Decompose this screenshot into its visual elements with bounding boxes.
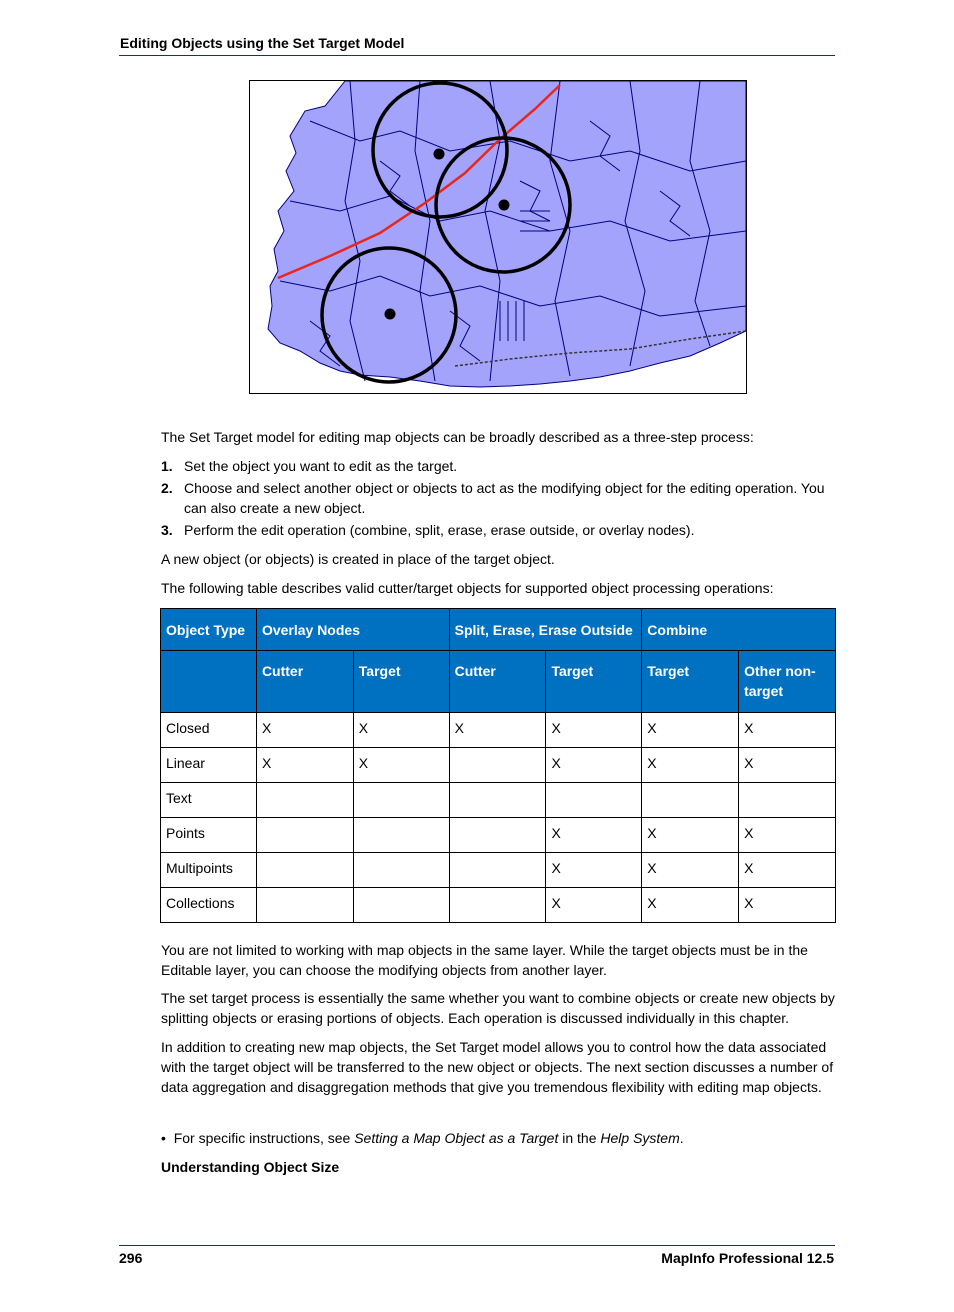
support-cell: [353, 783, 449, 818]
paragraph-data-transfer: In addition to creating new map objects, the Set Target model allows you to control how the data associated with the target object will be transferred to the new object or objects. The next section discusses a number of data aggregation and disaggregation methods that give you tremendous flexibility with editing map objects.: [161, 1039, 834, 1095]
bullet-suffix: .: [679, 1130, 684, 1146]
running-header-title: Editing Objects using the Set Target Model: [120, 35, 405, 51]
support-cell: X: [353, 713, 449, 748]
map-illustration: [250, 81, 746, 393]
object-type-cell: Linear: [161, 748, 257, 783]
support-cell: [256, 783, 353, 818]
support-cell: [256, 888, 353, 923]
product-name: MapInfo Professional 12.5: [661, 1250, 834, 1266]
support-cell: [642, 783, 739, 818]
support-cell: X: [256, 748, 353, 783]
support-cell: [449, 888, 546, 923]
object-type-cell: Points: [161, 818, 257, 853]
support-cell: [449, 818, 546, 853]
bullet-marker: •: [161, 1130, 166, 1146]
support-cell: [256, 853, 353, 888]
object-type-cell: Closed: [161, 713, 257, 748]
result-paragraph: A new object (or objects) is created in place of the target object.: [161, 551, 555, 567]
map-figure: [249, 80, 747, 394]
table-row: [161, 818, 836, 853]
table-intro-paragraph: The following table describes valid cutter/target objects for supported object processing operations:: [161, 580, 774, 596]
table-row: [161, 888, 836, 923]
bullet-middle: in the: [558, 1130, 601, 1146]
header-blank: [161, 651, 257, 713]
step-number: 1.: [161, 458, 173, 474]
support-cell: [449, 748, 546, 783]
point-marker-2: [499, 200, 510, 211]
instructions-bullet: [161, 1128, 837, 1148]
bullet-prefix: For specific instructions, see: [173, 1130, 355, 1146]
subheader-cell: Target: [353, 651, 449, 713]
step-text: Set the object you want to edit as the target.: [184, 458, 458, 474]
support-cell: [739, 783, 836, 818]
support-cell: X: [739, 853, 836, 888]
subheader-cell: Other non-target: [739, 651, 836, 713]
support-cell: X: [546, 818, 642, 853]
support-cell: X: [353, 748, 449, 783]
header-combine: Combine: [642, 609, 836, 651]
object-type-cell: Text: [161, 783, 257, 818]
support-cell: X: [739, 713, 836, 748]
page-number: 296: [119, 1250, 143, 1266]
table-row: [161, 713, 836, 748]
paragraph-process: The set target process is essentially the same whether you want to combine objects or create new objects by splitting objects or erasing portions of objects. Each operation is discussed individually in this chapter.: [161, 990, 835, 1026]
table-row: [161, 853, 836, 888]
support-cell: X: [642, 853, 739, 888]
support-cell: X: [739, 748, 836, 783]
support-cell: X: [642, 748, 739, 783]
support-cell: [353, 853, 449, 888]
header-split-erase: Split, Erase, Erase Outside: [449, 609, 642, 651]
support-cell: X: [546, 748, 642, 783]
section-subheading: Understanding Object Size: [161, 1159, 340, 1175]
support-cell: [449, 783, 546, 818]
set-target-link[interactable]: Setting a Map Object as a Target: [354, 1130, 559, 1146]
step-text: Choose and select another object or objects to act as the modifying object for the editing operation. You can also create a new object.: [184, 480, 825, 516]
header-overlay-nodes: Overlay Nodes: [256, 609, 449, 651]
help-system-link[interactable]: Help System: [600, 1130, 680, 1146]
support-cell: [546, 783, 642, 818]
subheader-cell: Target: [642, 651, 739, 713]
support-cell: X: [739, 818, 836, 853]
header-rule: [119, 55, 835, 56]
point-marker-3: [385, 309, 396, 320]
support-cell: X: [449, 713, 546, 748]
support-cell: X: [642, 888, 739, 923]
support-cell: X: [642, 818, 739, 853]
step-text: Perform the edit operation (combine, split, erase, erase outside, or overlay nodes).: [184, 522, 695, 538]
support-cell: [256, 818, 353, 853]
subheader-cell: Cutter: [449, 651, 546, 713]
footer-rule: [119, 1245, 835, 1246]
subheader-cell: Target: [546, 651, 642, 713]
subheader-cell: Cutter: [256, 651, 353, 713]
support-cell: [353, 888, 449, 923]
support-cell: X: [256, 713, 353, 748]
support-cell: [353, 818, 449, 853]
table-body: [161, 713, 836, 923]
support-cell: X: [546, 853, 642, 888]
table-row: [161, 748, 836, 783]
paragraph-layers: You are not limited to working with map objects in the same layer. While the target objects must be in the Editable layer, you can choose the modifying objects from another layer.: [161, 942, 808, 978]
cutter-target-table: [160, 608, 836, 923]
support-cell: X: [642, 713, 739, 748]
point-marker-1: [434, 149, 445, 160]
support-cell: X: [546, 713, 642, 748]
step-number: 2.: [161, 480, 173, 496]
object-type-cell: Multipoints: [161, 853, 257, 888]
table-row: [161, 783, 836, 818]
header-object-type: Object Type: [161, 609, 257, 651]
support-cell: X: [739, 888, 836, 923]
intro-paragraph: The Set Target model for editing map objects can be broadly described as a three-step process:: [161, 429, 754, 445]
step-number: 3.: [161, 522, 173, 538]
object-type-cell: Collections: [161, 888, 257, 923]
support-cell: X: [546, 888, 642, 923]
support-cell: [449, 853, 546, 888]
